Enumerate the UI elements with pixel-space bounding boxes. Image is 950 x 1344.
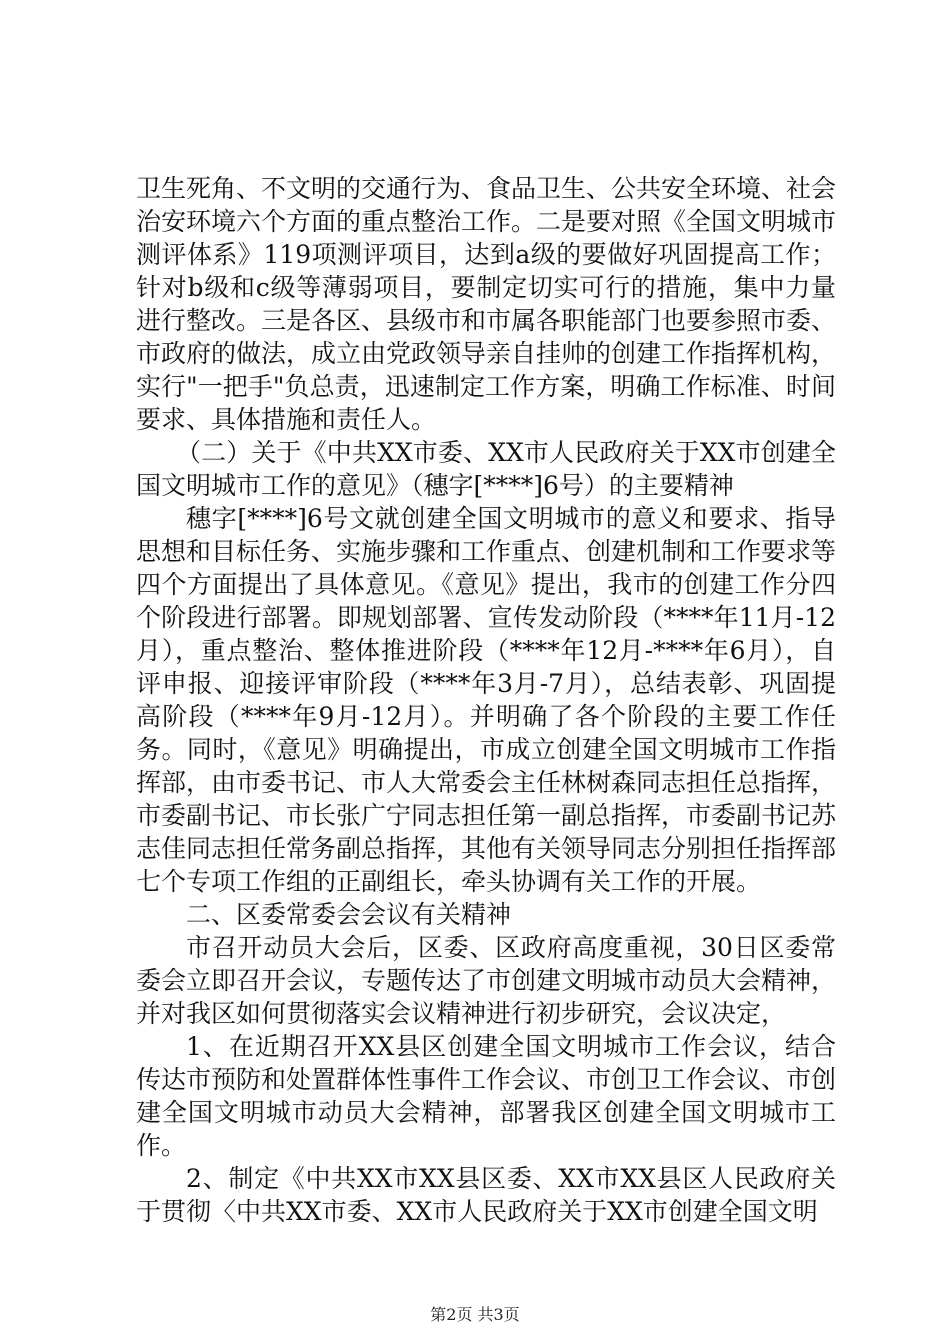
paragraph-opinion: 穗字[****]6号文就创建全国文明城市的意义和要求、指导思想和目标任务、实施步骤和工作重点、创建机制和工作要求等四个方面提出了具体意见。《意见》提出，我市的创建工作分四个阶段进行部署。即规划部署、宣传发动阶段（****年11月-12月），重点整治、整体推进阶段（****年12月-****年6月），自评申报、迎接评审阶段（****年3月-7月），总结表彰、巩固提高阶段（****年9月-12月）。并明确了各个阶段的主要工作任务。同时，《意见》明确提出，市成立创建全国文明城市工作指挥部，由市委书记、市人大常委会主任林树森同志担任总指挥，市委副书记、市长张广宁同志担任第一副总指挥，市委副书记苏志佳同志担任常务副总指挥，其他有关领导同志分别担任指挥部七个专项工作组的正副组长，牵头协调有关工作的开展。	[136, 504, 837, 896]
paragraph-district-meeting: 市召开动员大会后，区委、区政府高度重视，30日区委常委会立即召开会议，专题传达了市创建文明城市动员大会精神，并对我区如何贯彻落实会议精神进行初步研究，会议决定，	[136, 933, 837, 1028]
page-number-footer: 第2页 共3页	[430, 1305, 520, 1324]
paragraph-continuation: 卫生死角、不文明的交通行为、食品卫生、公共安全环境、社会治安环境六个方面的重点整治工作。二是要对照《全国文明城市测评体系》119项测评项目，达到a级的要做好巩固提高工作；针对b级和c级等薄弱项目，要制定切实可行的措施，集中力量进行整改。三是各区、县级市和市属各职能部门也要参照市委、市政府的做法，成立由党政领导亲自挂帅的创建工作指挥机构，实行"一把手"负总责，迅速制定工作方案，明确工作标准、时间要求、具体措施和责任人。	[136, 174, 837, 434]
section-heading-district: 二、区委常委会会议有关精神	[186, 900, 512, 929]
section-heading-2: （二）关于《中共XX市委、XX市人民政府关于XX市创建全国文明城市工作的意见》（穗字[****]6号）的主要精神	[136, 438, 836, 500]
list-item-2: 2、制定《中共XX市XX县区委、XX市XX县区人民政府关于贯彻〈中共XX市委、XX市人民政府关于XX市创建全国文明	[136, 1164, 836, 1226]
list-item-1: 1、在近期召开XX县区创建全国文明城市工作会议，结合传达市预防和处置群体性事件工作会议、市创卫工作会议、市创建全国文明城市动员大会精神，部署我区创建全国文明城市工作。	[136, 1032, 837, 1160]
document-body	[136, 172, 836, 1228]
